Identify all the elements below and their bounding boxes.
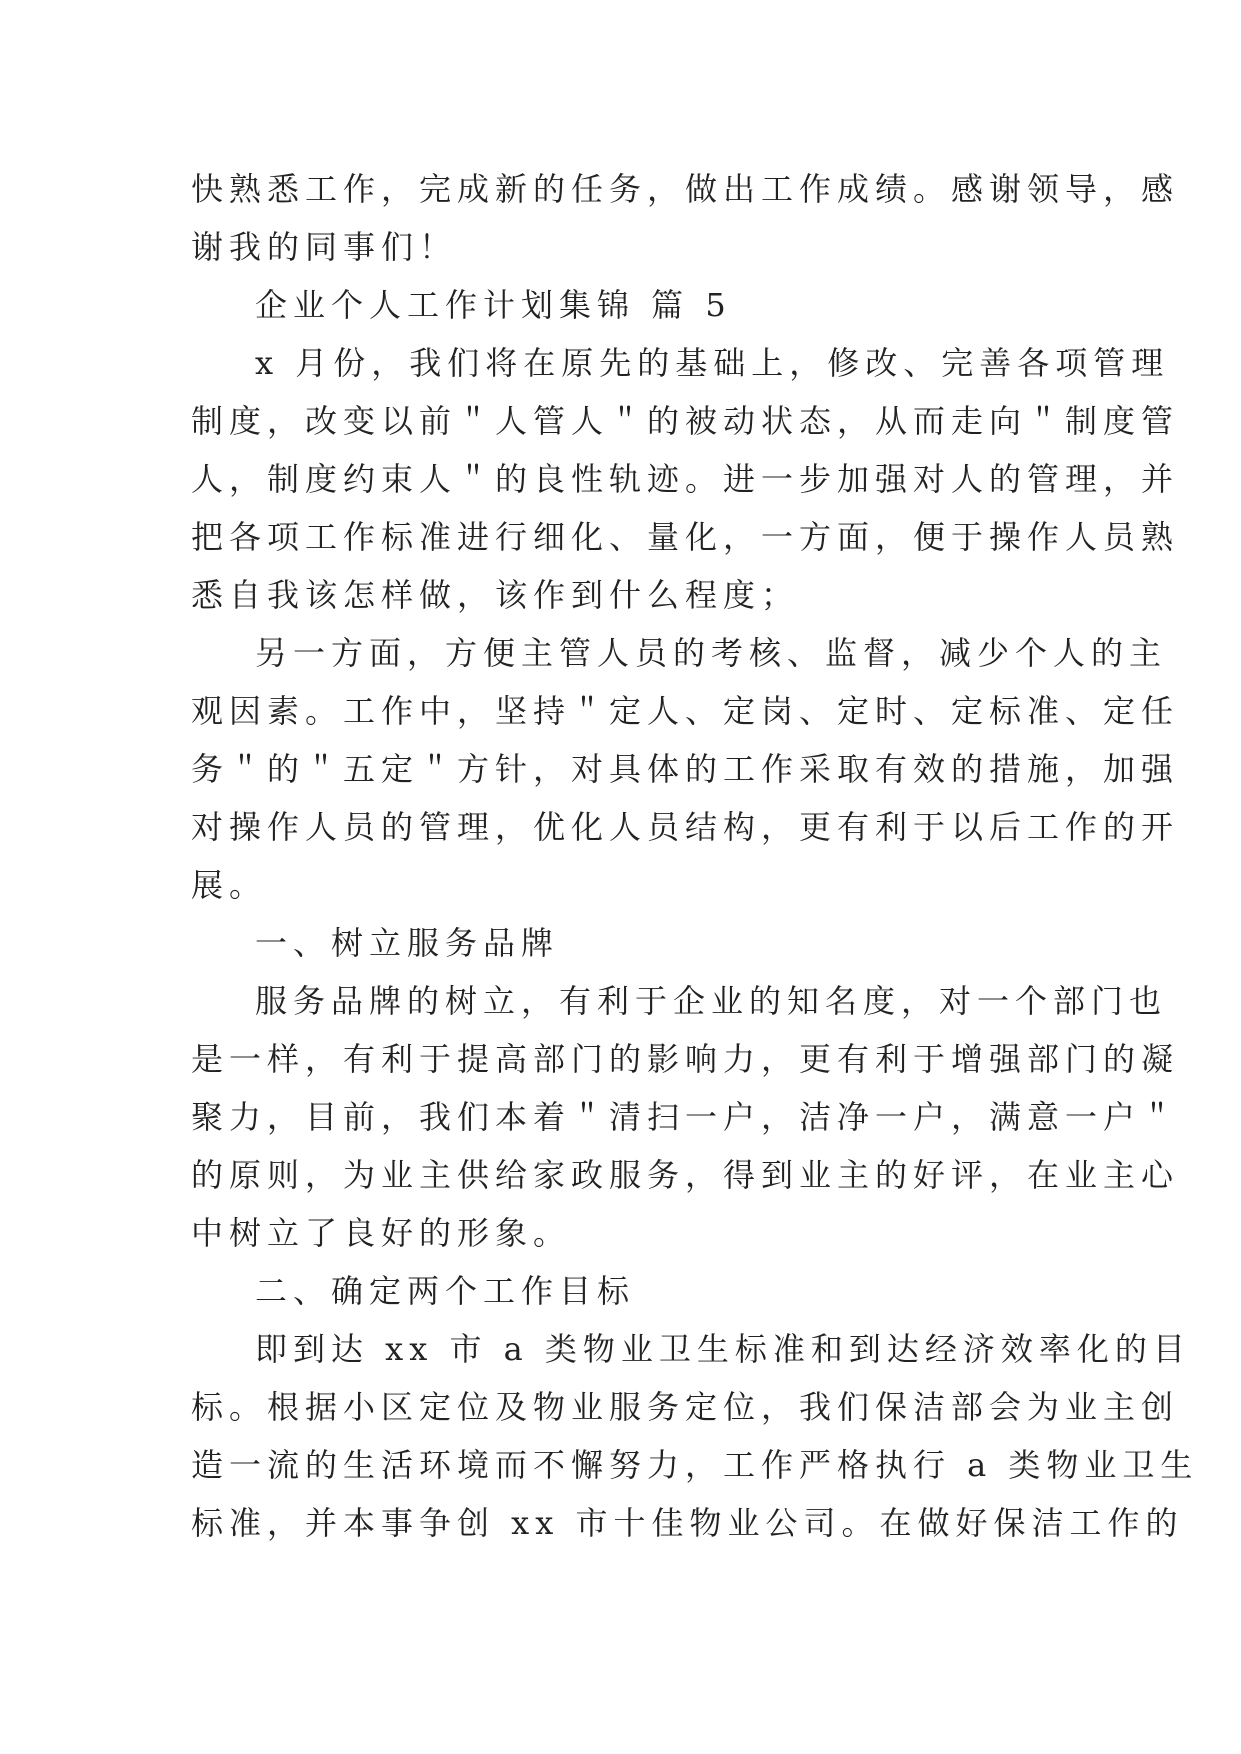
- text-line: 标。根据小区定位及物业服务定位，我们保洁部会为业主创: [191, 1388, 1180, 1426]
- section-title: 企业个人工作计划集锦 篇 5: [255, 286, 732, 324]
- text-line: 聚力，目前，我们本着＂清扫一户，洁净一户，满意一户＂: [191, 1098, 1180, 1136]
- text-line: 制度，改变以前＂人管人＂的被动状态，从而走向＂制度管: [191, 402, 1180, 440]
- text-line: x 月份，我们将在原先的基础上，修改、完善各项管理: [255, 344, 1170, 382]
- section-heading: 二、确定两个工作目标: [255, 1272, 636, 1310]
- text-line: 对操作人员的管理，优化人员结构，更有利于以后工作的开: [191, 808, 1180, 846]
- text-line: 是一样，有利于提高部门的影响力，更有利于增强部门的凝: [191, 1040, 1180, 1078]
- document-page: [191, 160, 1199, 1552]
- text-line: 把各项工作标准进行细化、量化，一方面，便于操作人员熟: [191, 518, 1180, 556]
- text-line: 观因素。工作中，坚持＂定人、定岗、定时、定标准、定任: [191, 692, 1180, 730]
- text-line: 标准，并本事争创 xx 市十佳物业公司。在做好保洁工作的: [191, 1504, 1184, 1542]
- text-line: 悉自我该怎样做，该作到什么程度；: [191, 576, 800, 614]
- text-line: 快熟悉工作，完成新的任务，做出工作成绩。感谢领导，感: [191, 170, 1180, 208]
- text-line: 的原则，为业主供给家政服务，得到业主的好评，在业主心: [191, 1156, 1180, 1194]
- text-line: 服务品牌的树立，有利于企业的知名度，对一个部门也: [255, 982, 1168, 1020]
- text-line: 谢我的同事们！: [191, 228, 458, 266]
- text-line: 务＂的＂五定＂方针，对具体的工作采取有效的措施，加强: [191, 750, 1180, 788]
- text-line: 中树立了良好的形象。: [191, 1214, 572, 1252]
- text-line: 人，制度约束人＂的良性轨迹。进一步加强对人的管理，并: [191, 460, 1180, 498]
- text-line: 造一流的生活环境而不懈努力，工作严格执行 a 类物业卫生: [191, 1446, 1199, 1484]
- section-heading: 一、树立服务品牌: [255, 924, 560, 962]
- text-line: 另一方面，方便主管人员的考核、监督，减少个人的主: [255, 634, 1168, 672]
- text-line: 展。: [191, 866, 268, 904]
- text-line: 即到达 xx 市 a 类物业卫生标准和到达经济效率化的目: [255, 1330, 1191, 1368]
